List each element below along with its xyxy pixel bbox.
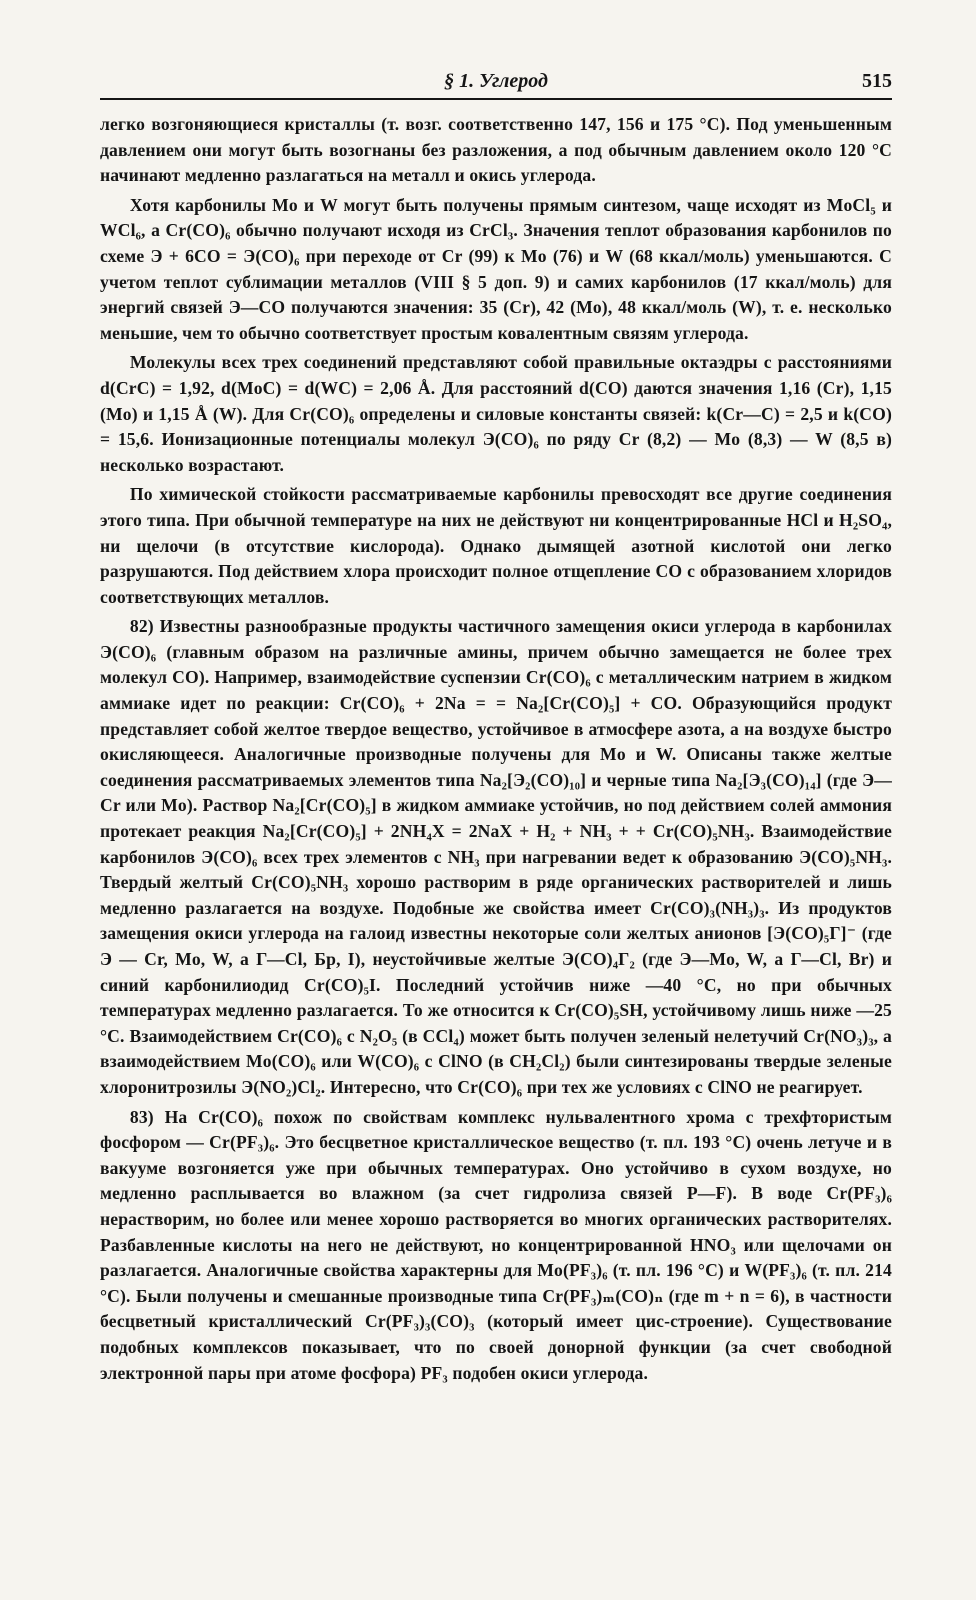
paragraph-carbonyl-synthesis: Хотя карбонилы Mo и W могут быть получены прямым синтезом, чаще исходят из MoCl₅ и WCl₆, а Cr(CO)₆ обычно получают исходя из CrCl₃. Значения теплот образования карбонилов по схеме Э + 6CO = Э(CO)₆ при переходе от Cr (99) к Mo (76) и W (68 ккал/моль) уменьшаются. С учетом теплот сублимации металлов (VIII § 5 доп. 9) и самих карбонилов (17 ккал/моль) для энергий связей Э—CO получаются значения: 35 (Cr), 42 (Mo), 48 ккал/моль (W), т. е. несколько меньшие, чем то обычно соответствует простым ковалентным связям углерода. xyxy=(100,194,892,343)
paragraph-chemical-stability: По химической стойкости рассматриваемые карбонилы превосходят все другие соединения этого типа. При обычной температуре на них не действуют ни концентрированные HCl и H₂SO₄, ни щелочи (в отсутствие кислорода). Однако дымящей азотной кислотой они легко разрушаются. Под действием хлора происходит полное отщепление CO с образованием хлоридов соответствующих металлов. xyxy=(100,484,892,607)
text-body xyxy=(100,112,892,1386)
paragraph-note-82: 82) Известны разнообразные продукты частичного замещения окиси углерода в карбонилах Э(CO)₆ (главным образом на различные амины, причем обычно замещается не более трех молекул CO). Например, взаимодействие суспензии Cr(CO)₆ с металлическим натрием в жидком аммиаке идет по реакции: Cr(CO)₆ + 2Na = = Na₂[Cr(CO)₅] + CO. Образующийся продукт представляет собой желтое твердое вещество, устойчивое в атмосфере азота, а на воздухе быстро окисляющееся. Аналогичные производные получены для Mo и W. Описаны также желтые соединения рассматриваемых элементов типа Na₂[Э₂(CO)₁₀] и черные типа Na₂[Э₃(CO)₁₄] (где Э—Cr или Mo). Раствор Na₂[Cr(CO)₅] в жидком аммиаке устойчив, но под действием солей аммония протекает реакция Na₂[Cr(CO)₅] + 2NH₄X = 2NaX + H₂ + NH₃ + + Cr(CO)₅NH₃. Взаимодействие карбонилов Э(CO)₆ всех трех элементов с NH₃ при нагревании ведет к образованию Э(CO)₅NH₃. Твердый желтый Cr(CO)₅NH₃ хорошо растворим в ряде органических растворителей и лишь медленно разлагается на воздухе. Подобные же свойства имеет Cr(CO)₃(NH₃)₃. Из продуктов замещения окиси углерода на галоид известны некоторые соли желтых анионов [Э(CO)₅Г]⁻ (где Э — Cr, Mo, W, а Г—Cl, Бр, I), неустойчивые желтые Э(CO)₄Г₂ (где Э—Mo, W, а Г—Cl, Br) и синий карбонилиодид Cr(CO)₅I. Последний устойчив ниже —40 °С, но при обычных температурах медленно разлагается. То же относится к Cr(CO)₅SH, устойчивому лишь ниже —25 °С. Взаимодействием Cr(CO)₆ с N₂O₅ (в CCl₄) может быть получен зеленый нелетучий Cr(NO₃)₃, а взаимодействием Mo(CO)₆ или W(CO)₆ с ClNO (в CH₂Cl₂) были синтезированы твердые зеленые хлоронитрозилы Э(NO₂)Cl₂. Интересно, что Cr(CO)₆ при тех же условиях с ClNO не реагирует. xyxy=(100,616,892,1097)
section-title: § 1. Углерод xyxy=(444,70,548,92)
paragraph-note-83: 83) На Cr(CO)₆ похож по свойствам комплекс нульвалентного хрома с трехфтористым фосфором — Cr(PF₃)₆. Это бесцветное кристаллическое вещество (т. пл. 193 °С) очень летуче и в вакууме возгоняется уже при обычных температурах. Оно устойчиво в сухом воздухе, но медленно расплывается во влажном (за счет гидролиза связей P—F). В воде Cr(PF₃)₆ нерастворим, но более или менее хорошо растворяется во многих органических растворителях. Разбавленные кислоты на него не действуют, но концентрированной HNO₃ или щелочами он разлагается. Аналогичные свойства характерны для Mo(PF₃)₆ (т. пл. 196 °С) и W(PF₃)₆ (т. пл. 214 °С). Были получены и смешанные производные типа Cr(PF₃)ₘ(CO)ₙ (где m + n = 6), в частности бесцветный кристаллический Cr(PF₃)₃(CO)₃ (который имеет цис-строение). Существование подобных комплексов показывает, что по своей донорной функции (за счет свободной электронной пары при атоме фосфора) PF₃ подобен окиси углерода. xyxy=(100,1106,892,1383)
running-header xyxy=(100,62,892,100)
paragraph-molecular-structure: Молекулы всех трех соединений представляют собой правильные октаэдры с расстояниями d(CrC) = 1,92, d(MoC) = d(WC) = 2,06 Å. Для расстояний d(CO) даются значения 1,16 (Cr), 1,15 (Mo) и 1,15 Å (W). Для Cr(CO)₆ определены и силовые константы связей: k(Cr—C) = 2,5 и k(CO) = 15,6. Ионизационные потенциалы молекул Э(CO)₆ по ряду Cr (8,2) — Mo (8,3) — W (8,5 в) несколько возрастают. xyxy=(100,352,892,475)
page-number: 515 xyxy=(862,70,892,92)
paragraph-continued: легко возгоняющиеся кристаллы (т. возг. соответственно 147, 156 и 175 °С). Под уменьшенным давлением они могут быть возогнаны без разложения, а под обычным давлением около 120 °С начинают медленно разлагаться на металл и окись углерода. xyxy=(100,114,892,186)
